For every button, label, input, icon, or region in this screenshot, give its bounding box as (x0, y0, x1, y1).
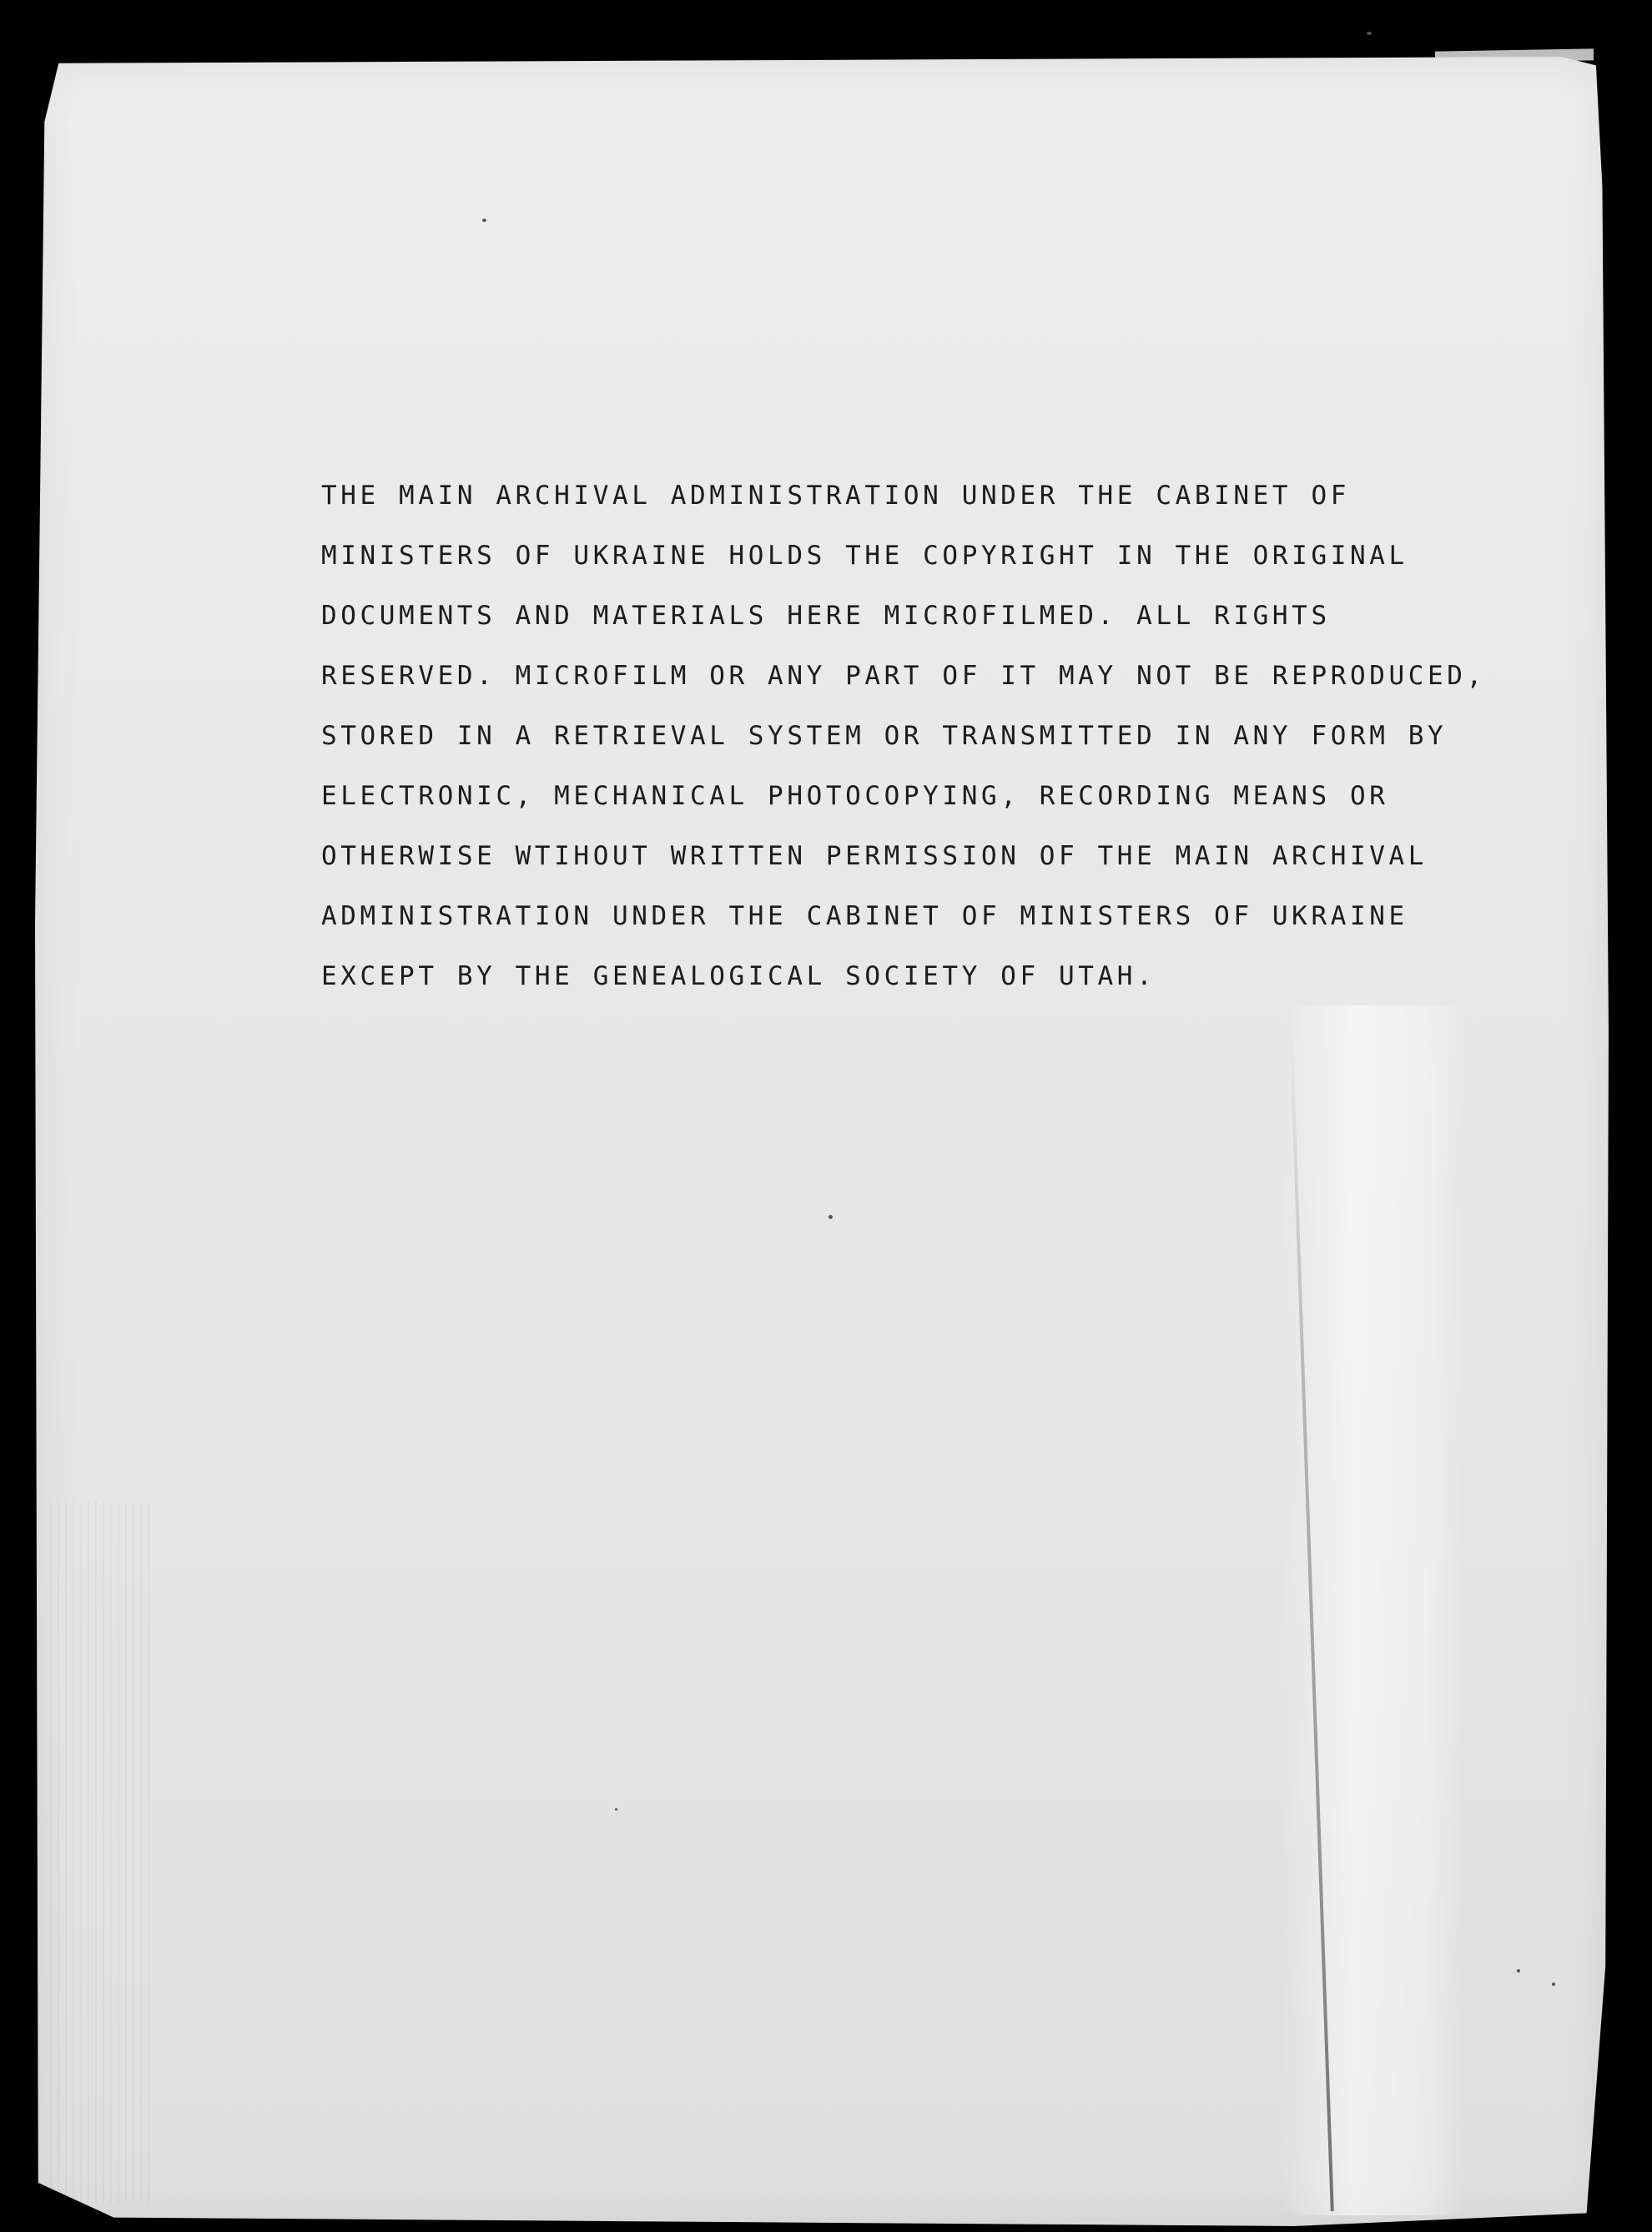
notice-line-5: STORED IN A RETRIEVAL SYSTEM OR TRANSMITTED IN ANY FORM BY (321, 721, 1448, 751)
notice-line-4: RESERVED. MICROFILM OR ANY PART OF IT MAY NOT BE REPRODUCED, (321, 661, 1486, 691)
speck (1517, 1969, 1520, 1973)
notice-line-3: DOCUMENTS AND MATERIALS HERE MICROFILMED. ALL RIGHTS (321, 601, 1331, 631)
notice-line-7: OTHERWISE WTIHOUT WRITTEN PERMISSION OF THE MAIN ARCHIVAL (321, 841, 1428, 871)
speck (829, 1215, 833, 1219)
speck (1552, 1983, 1555, 1986)
speck (482, 219, 486, 222)
notice-line-1: THE MAIN ARCHIVAL ADMINISTRATION UNDER THE CABINET OF (321, 481, 1350, 511)
notice-line-6: ELECTRONIC, MECHANICAL PHOTOCOPYING, RECORDING MEANS OR (321, 781, 1389, 811)
copyright-notice (321, 466, 1489, 1006)
notice-line-2: MINISTERS OF UKRAINE HOLDS THE COPYRIGHT IN THE ORIGINAL (321, 541, 1408, 571)
edge-wear (50, 1502, 150, 2203)
notice-line-8: ADMINISTRATION UNDER THE CABINET OF MINISTERS OF UKRAINE (321, 901, 1408, 931)
fold-highlight (1281, 1005, 1464, 2215)
speck (1367, 32, 1372, 35)
notice-line-9: EXCEPT BY THE GENEALOGICAL SOCIETY OF UTAH. (321, 961, 1156, 991)
speck (615, 1808, 617, 1811)
